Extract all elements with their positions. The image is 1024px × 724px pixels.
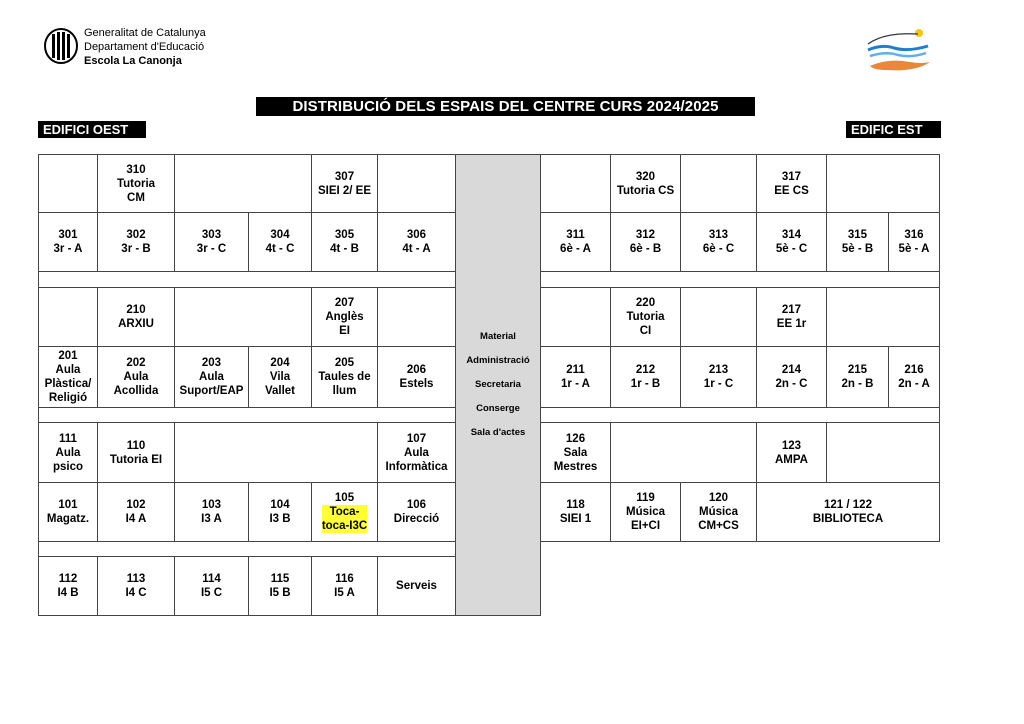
room-301: 301 3r - A <box>38 212 98 272</box>
room-320: 320 Tutoria CS <box>610 154 681 213</box>
room-105-number: 105 <box>334 492 355 504</box>
room-105 <box>311 482 378 542</box>
room-201: 201 Aula Plàstica/ Religió <box>38 346 98 408</box>
corridor-gap <box>540 407 940 423</box>
room-315: 315 5è - B <box>826 212 889 272</box>
corridor-gap <box>38 541 456 557</box>
room-empty <box>540 287 611 347</box>
room-empty <box>174 287 312 347</box>
school-name: Escola La Canonja <box>84 55 182 67</box>
room-305: 305 4t - B <box>311 212 378 272</box>
page-title: DISTRIBUCIÓ DELS ESPAIS DEL CENTRE CURS 2024/2025 <box>256 97 755 116</box>
room-120: 120 Música CM+CS <box>680 482 757 542</box>
corridor-gap <box>38 271 456 288</box>
corridor-gap <box>38 407 456 423</box>
room-106: 106 Direcció <box>377 482 456 542</box>
room-307: 307 SIEI 2/ EE <box>311 154 378 213</box>
room-101: 101 Magatz. <box>38 482 98 542</box>
building-label-west: EDIFICI OEST <box>38 121 146 138</box>
room-212: 212 1r - B <box>610 346 681 408</box>
room-316: 316 5è - A <box>888 212 940 272</box>
room-211: 211 1r - A <box>540 346 611 408</box>
room-118: 118 SIEI 1 <box>540 482 611 542</box>
room-110: 110 Tutoria EI <box>97 422 175 483</box>
room-empty <box>38 154 98 213</box>
room-119: 119 Música EI+CI <box>610 482 681 542</box>
room-empty <box>610 422 757 483</box>
room-311: 311 6è - A <box>540 212 611 272</box>
room-126: 126 Sala Mestres <box>540 422 611 483</box>
room-304: 304 4t - C <box>248 212 312 272</box>
room-202: 202 Aula Acollida <box>97 346 175 408</box>
room-217: 217 EE 1r <box>756 287 827 347</box>
org-line1: Generalitat de Catalunya <box>84 27 206 39</box>
room-empty <box>826 422 940 483</box>
room-102: 102 I4 A <box>97 482 175 542</box>
room-203: 203 Aula Suport/EAP <box>174 346 249 408</box>
room-214: 214 2n - C <box>756 346 827 408</box>
corridor-item: Secretaria <box>475 379 521 390</box>
corridor-item: Conserge <box>476 403 520 414</box>
room-empty <box>540 154 611 213</box>
corridor-item: Material <box>480 331 516 342</box>
corridor-item: Administració <box>466 355 530 366</box>
room-114: 114 I5 C <box>174 556 249 616</box>
room-312: 312 6è - B <box>610 212 681 272</box>
room-116: 116 I5 A <box>311 556 378 616</box>
room-empty <box>377 154 456 213</box>
room-103: 103 I3 A <box>174 482 249 542</box>
corridor-item: Sala d'actes <box>470 427 526 438</box>
room-empty <box>38 287 98 347</box>
central-admin-block <box>455 154 541 616</box>
room-empty <box>680 287 757 347</box>
room-204: 204 Vila Vallet <box>248 346 312 408</box>
room-207: 207 Anglès EI <box>311 287 378 347</box>
room-empty <box>174 422 378 483</box>
room-123: 123 AMPA <box>756 422 827 483</box>
room-empty <box>174 154 312 213</box>
room-107: 107 Aula Informàtica <box>377 422 456 483</box>
room-213: 213 1r - C <box>680 346 757 408</box>
room-313: 313 6è - C <box>680 212 757 272</box>
room-113: 113 I4 C <box>97 556 175 616</box>
building-label-east: EDIFIC EST <box>846 121 941 138</box>
room-314: 314 5è - C <box>756 212 827 272</box>
room-306: 306 4t - A <box>377 212 456 272</box>
room-112: 112 I4 B <box>38 556 98 616</box>
room-115: 115 I5 B <box>248 556 312 616</box>
room-serveis: Serveis <box>377 556 456 616</box>
room-302: 302 3r - B <box>97 212 175 272</box>
room-210: 210 ARXIU <box>97 287 175 347</box>
room-310: 310 Tutoria CM <box>97 154 175 213</box>
room-105-name-highlight: Toca- toca-I3C <box>321 506 368 532</box>
room-111: 111 Aula psico <box>38 422 98 483</box>
room-empty <box>680 154 757 213</box>
room-104: 104 I3 B <box>248 482 312 542</box>
room-empty <box>826 287 940 347</box>
room-205: 205 Taules de llum <box>311 346 378 408</box>
room-303: 303 3r - C <box>174 212 249 272</box>
room-206: 206 Estels <box>377 346 456 408</box>
room-121-122: 121 / 122 BIBLIOTECA <box>756 482 940 542</box>
room-empty <box>826 154 940 213</box>
room-220: 220 Tutoria CI <box>610 287 681 347</box>
room-317: 317 EE CS <box>756 154 827 213</box>
room-215: 215 2n - B <box>826 346 889 408</box>
corridor-gap <box>540 271 940 288</box>
org-line2: Departament d'Educació <box>84 41 205 53</box>
room-empty <box>377 287 456 347</box>
room-216: 216 2n - A <box>888 346 940 408</box>
